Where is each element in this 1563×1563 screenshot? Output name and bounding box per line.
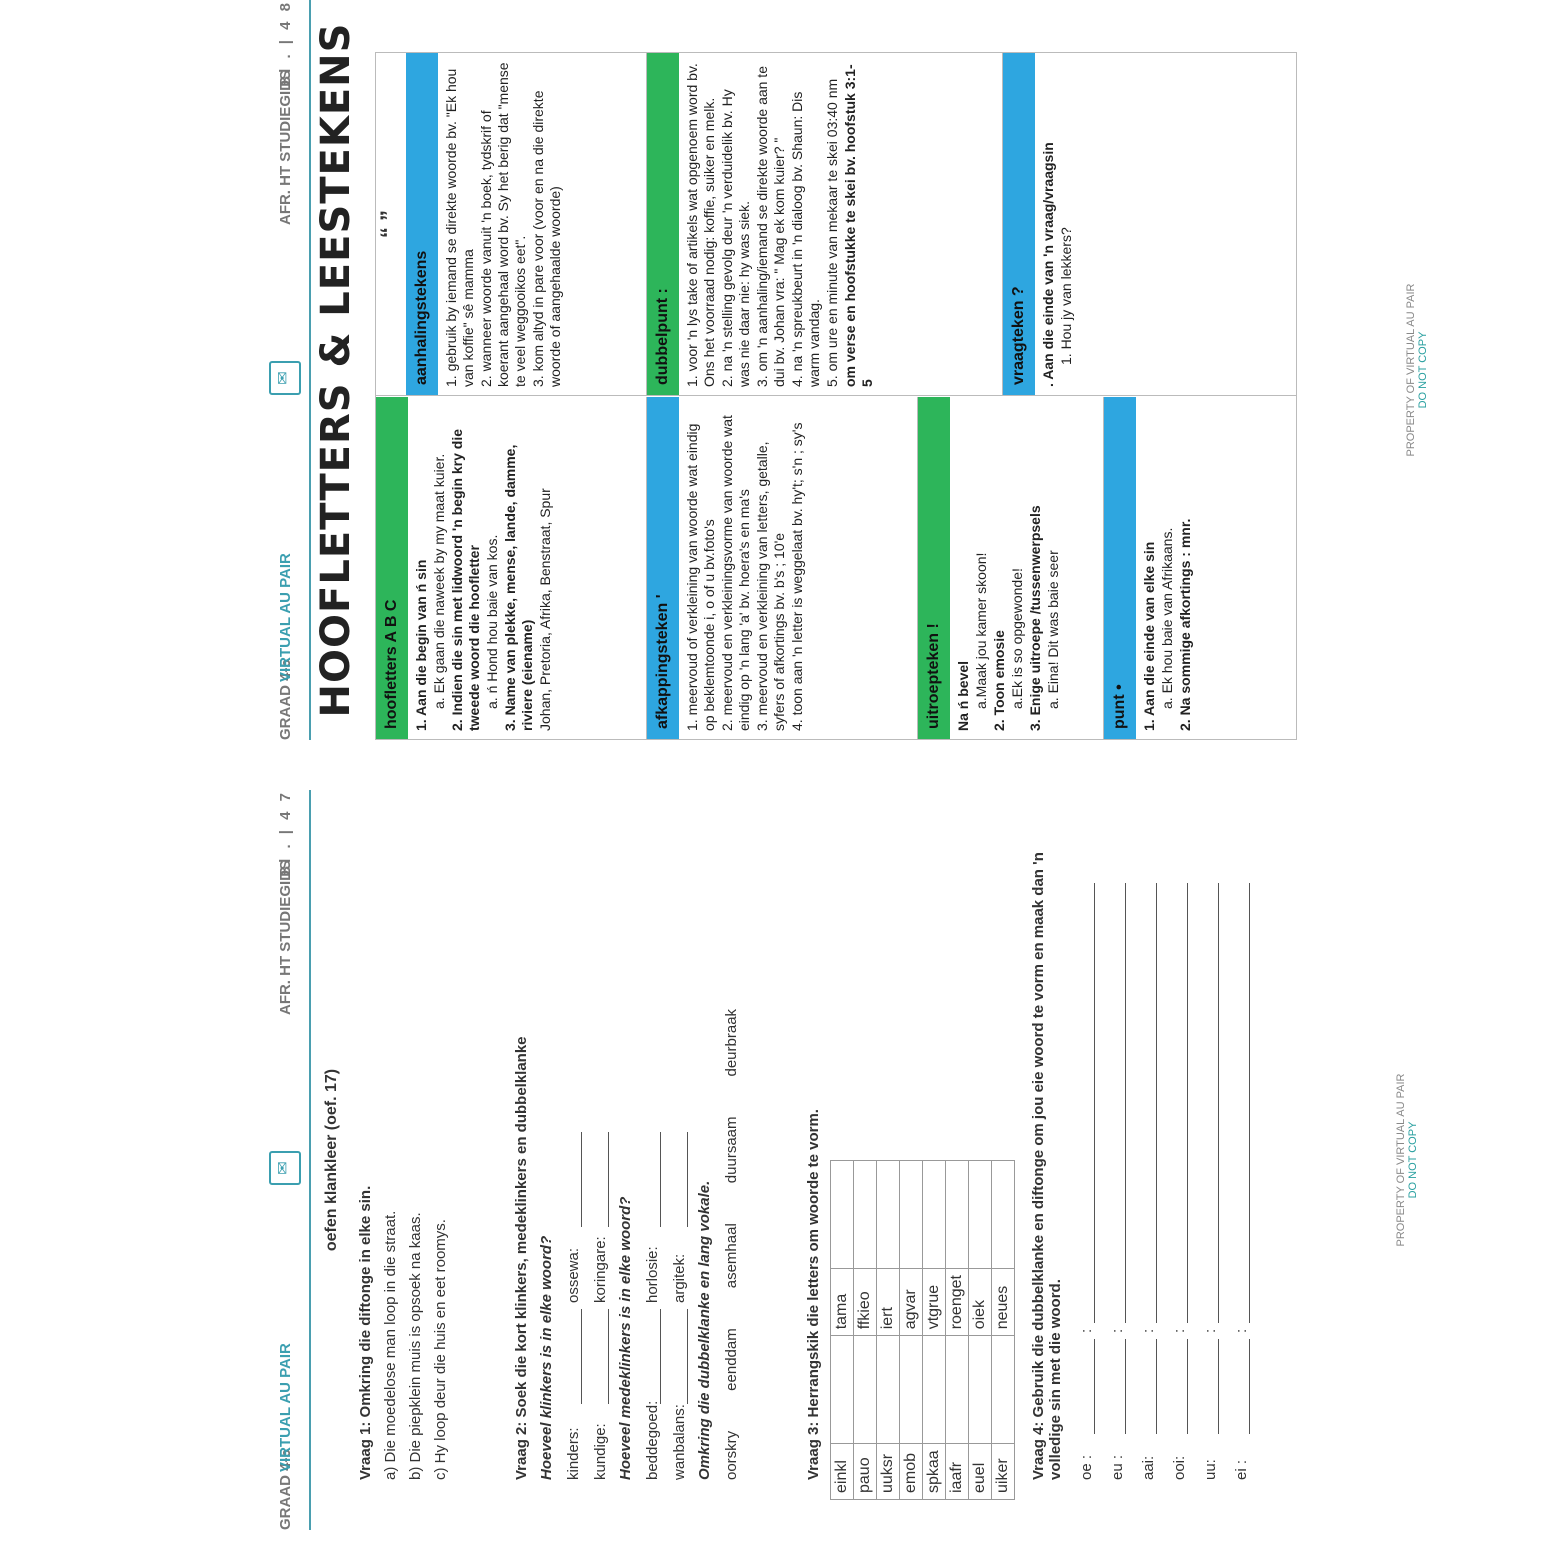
scramble-row [877, 1161, 900, 1500]
scrambled-word: oiek [969, 1269, 992, 1336]
answer-cell[interactable] [831, 1161, 854, 1269]
page-footer [1405, 0, 1429, 740]
do-not-copy-notice: DO NOT COPY [1417, 331, 1429, 409]
grid-left-column [376, 397, 1294, 739]
section-aanhaling [376, 53, 646, 395]
scrambled-word: neues [992, 1269, 1015, 1336]
answer-cell[interactable] [923, 1336, 946, 1444]
section-punt [1103, 397, 1294, 739]
section-heading: aanhalingstekens [406, 53, 438, 395]
scramble-row [969, 1161, 992, 1500]
section-hoofletters [376, 397, 646, 739]
section-heading: vraagteken ? [1003, 53, 1035, 395]
page-number: Bl . | 4 7 [277, 790, 294, 877]
brand-name: VIRTUAL AU PAIR [277, 1343, 294, 1472]
q2-word: argitek: [671, 1253, 688, 1303]
answer-field[interactable] [594, 1309, 609, 1404]
q2-sub-consonants: Hoeveel medeklinkers is in elke woord? [617, 1196, 634, 1480]
q1-sentence-a: a) Die moedelose man loop in die straat. [382, 1210, 399, 1480]
grade-label: GRAAD 4-5 [277, 1449, 294, 1530]
scramble-row [923, 1161, 946, 1500]
answer-field[interactable] [673, 1309, 688, 1404]
grade-label: GRAAD 4-5 [277, 659, 294, 740]
scrambled-word: iaafr [946, 1444, 969, 1500]
scramble-row [946, 1161, 969, 1500]
page-number: Bl . | 4 8 [277, 0, 294, 87]
separator: : [1078, 1328, 1095, 1333]
section-heading: hoofletters A B C [376, 397, 408, 739]
page-header [265, 790, 311, 1530]
q2-circle-word: deurbraak [723, 1008, 740, 1077]
scrambled-word: spkaa [923, 1444, 946, 1500]
word-field[interactable] [1080, 1339, 1095, 1434]
sentence-field[interactable] [1080, 883, 1095, 1323]
page-title: oefen klankleer (oef. 17) [323, 1068, 340, 1252]
example-item: a. ń Hond hou baie van kos. [484, 534, 500, 709]
sentence-field[interactable] [1235, 883, 1250, 1323]
diphthong-label: ei : [1233, 1459, 1250, 1480]
punctuation-grid [375, 52, 1297, 740]
section-heading: uitroepteken ! [918, 397, 950, 739]
scramble-row [854, 1161, 877, 1500]
example-item: a. Eina! Dit was baie seer [1045, 550, 1061, 709]
rule-item: 2. Toon emosie [991, 630, 1007, 731]
answer-field[interactable] [567, 1132, 582, 1227]
word-field[interactable] [1204, 1339, 1219, 1434]
study-guide-label: AFR. HT STUDIEGIDS [277, 70, 294, 226]
scramble-row [831, 1161, 854, 1500]
q2-sub-diphthongs: Omkring die dubbelklanke en lang vokale. [696, 1180, 713, 1480]
answer-cell[interactable] [946, 1161, 969, 1269]
q1-sentence-c: c) Hy loop deur die huis en eet roomys. [432, 1219, 449, 1480]
rule-item: 4. toon aan 'n letter is weggelaat bv. hy't; s'n ; sy's [789, 422, 805, 731]
answer-cell[interactable] [992, 1336, 1015, 1444]
answer-cell[interactable] [900, 1336, 923, 1444]
answer-cell[interactable] [831, 1336, 854, 1444]
sentence-row [1202, 830, 1219, 1480]
word-field[interactable] [1111, 1339, 1126, 1434]
brand-name: VIRTUAL AU PAIR [277, 553, 294, 682]
worksheet-page-47 [265, 790, 1545, 1530]
answer-field[interactable] [646, 1309, 661, 1404]
page-header [265, 0, 311, 740]
q2-circle-word: oorskry [723, 1430, 740, 1480]
answer-cell[interactable] [969, 1336, 992, 1444]
example-item: a. Ek gaan die naweek by my maat kuier. [431, 453, 447, 709]
answer-cell[interactable] [992, 1161, 1015, 1269]
rule-item: 3. kom altyd in pare voor (voor en na die direkte woorde of aangehaalde woorde) [530, 90, 563, 387]
rule-item: 4. na 'n spreukbeurt in 'n dialoog bv. Shaun: Dis warm vandag. [789, 91, 822, 387]
do-not-copy-notice: DO NOT COPY [1407, 1121, 1419, 1199]
question-1-title: Vraag 1: Omkring die diftonge in elke sin. [357, 1185, 374, 1480]
section-heading: punt • [1104, 397, 1136, 739]
answer-cell[interactable] [854, 1161, 877, 1269]
diphthong-label: eu : [1109, 1454, 1126, 1480]
scrambled-word: ffkieo [854, 1269, 877, 1336]
rule-item: 1. Aan die einde van elke sin [1141, 541, 1157, 731]
rule-item: 2. Na sommige afkortings : mnr. [1177, 518, 1193, 731]
answer-cell[interactable] [969, 1161, 992, 1269]
separator: : [1202, 1328, 1219, 1333]
scrambled-word: tama [831, 1269, 854, 1336]
sentence-row [1171, 830, 1188, 1480]
logo-icon: ✉ [269, 361, 301, 395]
example-item: a. Ek hou baie van Afrikaans. [1159, 527, 1175, 709]
rule-item: 3. om 'n aanhaling/iemand se direkte woorde aan te dui bv. Johan vra: " Mag ek kom kuier? " [754, 66, 787, 387]
scramble-row [992, 1161, 1015, 1500]
question-1 [357, 1186, 449, 1480]
question-3-title: Vraag 3: Herrangskik die letters om woorde te vorm. [805, 1109, 822, 1480]
answer-cell[interactable] [900, 1161, 923, 1269]
q2-word: beddegoed: [644, 1400, 661, 1480]
question-2-title: Vraag 2: Soek die kort klinkers, medeklinkers en dubbelklanke [513, 1036, 530, 1480]
separator: : [1140, 1328, 1157, 1333]
question-4 [1030, 830, 1250, 1480]
scrambled-word: emob [900, 1444, 923, 1500]
sentence-field[interactable] [1142, 883, 1157, 1323]
scrambled-word: uiker [992, 1444, 1015, 1500]
reference-page-48 [265, 0, 1555, 740]
scrambled-word: einkl [831, 1444, 854, 1500]
q2-circle-word: asemhaal [723, 1223, 740, 1289]
diphthong-label: oe : [1078, 1454, 1095, 1480]
q2-circle-word: duursaam [723, 1116, 740, 1184]
q2-word: horlosie: [644, 1246, 661, 1303]
property-notice: PROPERTY OF VIRTUAL AU PAIR [1405, 283, 1417, 457]
quote-mark-glyph: “ ” [376, 209, 401, 239]
question-4-title: Vraag 4: Gebruik die dubbelklanke en diftonge om jou eie woord te vorm en maak dan 'n volledige sin met die woord. [1030, 852, 1064, 1480]
rule-item: om verse en hoofstukke te skei bv. hoofstuk 3:1-5 [842, 64, 875, 387]
q2-word: ossewa: [565, 1247, 582, 1303]
answer-cell[interactable] [923, 1161, 946, 1269]
rule-item: Na ń bevel [955, 660, 971, 731]
separator: : [1171, 1328, 1188, 1333]
study-guide-label: AFR. HT STUDIEGIDS [277, 860, 294, 1016]
example-item: a.Ek is so opgewonde! [1009, 568, 1025, 709]
grid-right-column [376, 53, 1293, 395]
rule-item: 2. meervoud en verkleiningsvorme van woorde wat eindig op 'n lang 'a' bv. hoera's en ma's [719, 415, 752, 731]
q2-word: wanbalans: [671, 1404, 688, 1480]
question-3 [805, 1109, 822, 1480]
property-notice: PROPERTY OF VIRTUAL AU PAIR [1395, 1073, 1407, 1247]
q2-word: koringare: [592, 1236, 609, 1303]
diphthong-label: aai: [1140, 1455, 1157, 1480]
q2-sub-vowels: Hoeveel klinkers is in elke woord? [538, 1235, 555, 1480]
scrambled-word: euel [969, 1444, 992, 1500]
sentence-row [1233, 830, 1250, 1480]
rule-item: 3. Name van plekke, mense, lande, damme, riviere (eiename) [502, 444, 535, 731]
column-divider [376, 395, 1296, 396]
scrambled-word: roenget [946, 1269, 969, 1336]
scrambled-word: iert [877, 1269, 900, 1336]
word-field[interactable] [1173, 1339, 1188, 1434]
sentence-field[interactable] [1173, 883, 1188, 1323]
section-dubbelpunt [646, 53, 1002, 395]
word-field[interactable] [1235, 1339, 1250, 1434]
sentence-row [1140, 830, 1157, 1480]
rule-item: 2. na 'n stelling gevolg deur 'n verduidelik bv. Hy was nie daar nie: hy was siek. [719, 89, 752, 387]
answer-field[interactable] [646, 1132, 661, 1227]
scramble-row [900, 1161, 923, 1500]
answer-cell[interactable] [854, 1336, 877, 1444]
section-afkapping [646, 397, 917, 739]
answer-field[interactable] [567, 1309, 582, 1404]
answer-field[interactable] [594, 1132, 609, 1227]
rule-item: 2. Indien die sin met lidwoord 'n begin kry die tweede woord die hoofletter [449, 428, 482, 731]
q1-sentence-b: b) Die piepklein muis is opsoek na kaas. [407, 1212, 424, 1480]
sentence-row [1078, 830, 1095, 1480]
rule-item: 3. meervoud en verkleining van letters, getalle, syfers of afkortings bv. b's ; 10'e [754, 441, 787, 731]
q2-circle-word: eenddam [723, 1328, 740, 1391]
rule-item: 1. meervoud of verkleining van woorde wat eindig op beklemtoonde i, o of u bv.foto's [684, 423, 717, 731]
scramble-table [830, 1160, 1015, 1500]
q2-word: kundige: [592, 1423, 609, 1480]
section-vraag [1002, 53, 1293, 395]
rule-item: . Aan die einde van 'n vraag/vraagsin [1040, 142, 1056, 387]
answer-field[interactable] [673, 1132, 688, 1227]
section-heading: afkappingsteken ' [647, 397, 679, 739]
scrambled-word: agvar [900, 1269, 923, 1336]
section-heading: dubbelpunt : [647, 53, 679, 395]
rule-item: 1. Aan die begin van ń sin [413, 559, 429, 731]
scrambled-word: uuksr [877, 1444, 900, 1500]
answer-cell[interactable] [877, 1336, 900, 1444]
page-title: HOOFLETTERS & LEESTEKENS [313, 22, 359, 718]
example-item: Johan, Pretoria, Afrika, Benstraat, Spur [537, 488, 553, 731]
example-item: 1. Hou jy van lekkers? [1058, 227, 1074, 365]
example-item: a.Maak jou kamer skoon! [973, 552, 989, 709]
answer-cell[interactable] [877, 1161, 900, 1269]
q2-word: kinders: [565, 1427, 582, 1480]
page-footer [1395, 790, 1419, 1530]
rule-item: 1. gebruik by iemand se direkte woorde bv. "Ek hou van koffie" sê mamma [443, 68, 476, 387]
scrambled-word: pauo [854, 1444, 877, 1500]
rule-item: 3. Enige uitroepe /tussenwerpsels [1027, 505, 1043, 731]
diphthong-label: uu: [1202, 1459, 1219, 1480]
answer-cell[interactable] [946, 1336, 969, 1444]
sentence-row [1109, 830, 1126, 1480]
separator: : [1109, 1328, 1126, 1333]
logo-icon: ✉ [269, 1151, 301, 1185]
scrambled-word: vtgrue [923, 1269, 946, 1336]
question-2 [513, 820, 740, 1480]
diphthong-label: ooi: [1171, 1455, 1188, 1480]
sentence-field[interactable] [1204, 883, 1219, 1323]
rule-item: 1. voor 'n lys take of artikels wat opgenoem word bv. Ons het voorraad nodig: koffie, suiker en melk. [684, 63, 717, 387]
rule-item: 5. om ure en minute van mekaar te skei 03:40 nm [824, 78, 840, 387]
section-uitroep [917, 397, 1103, 739]
separator: : [1233, 1328, 1250, 1333]
rule-item: 2. wanneer woorde vanuit 'n boek, tydskrif of koerant aangehaal word bv. Sy het berig dat "mense te veel weggooikos eet". [478, 62, 528, 387]
word-field[interactable] [1142, 1339, 1157, 1434]
sentence-field[interactable] [1111, 883, 1126, 1323]
